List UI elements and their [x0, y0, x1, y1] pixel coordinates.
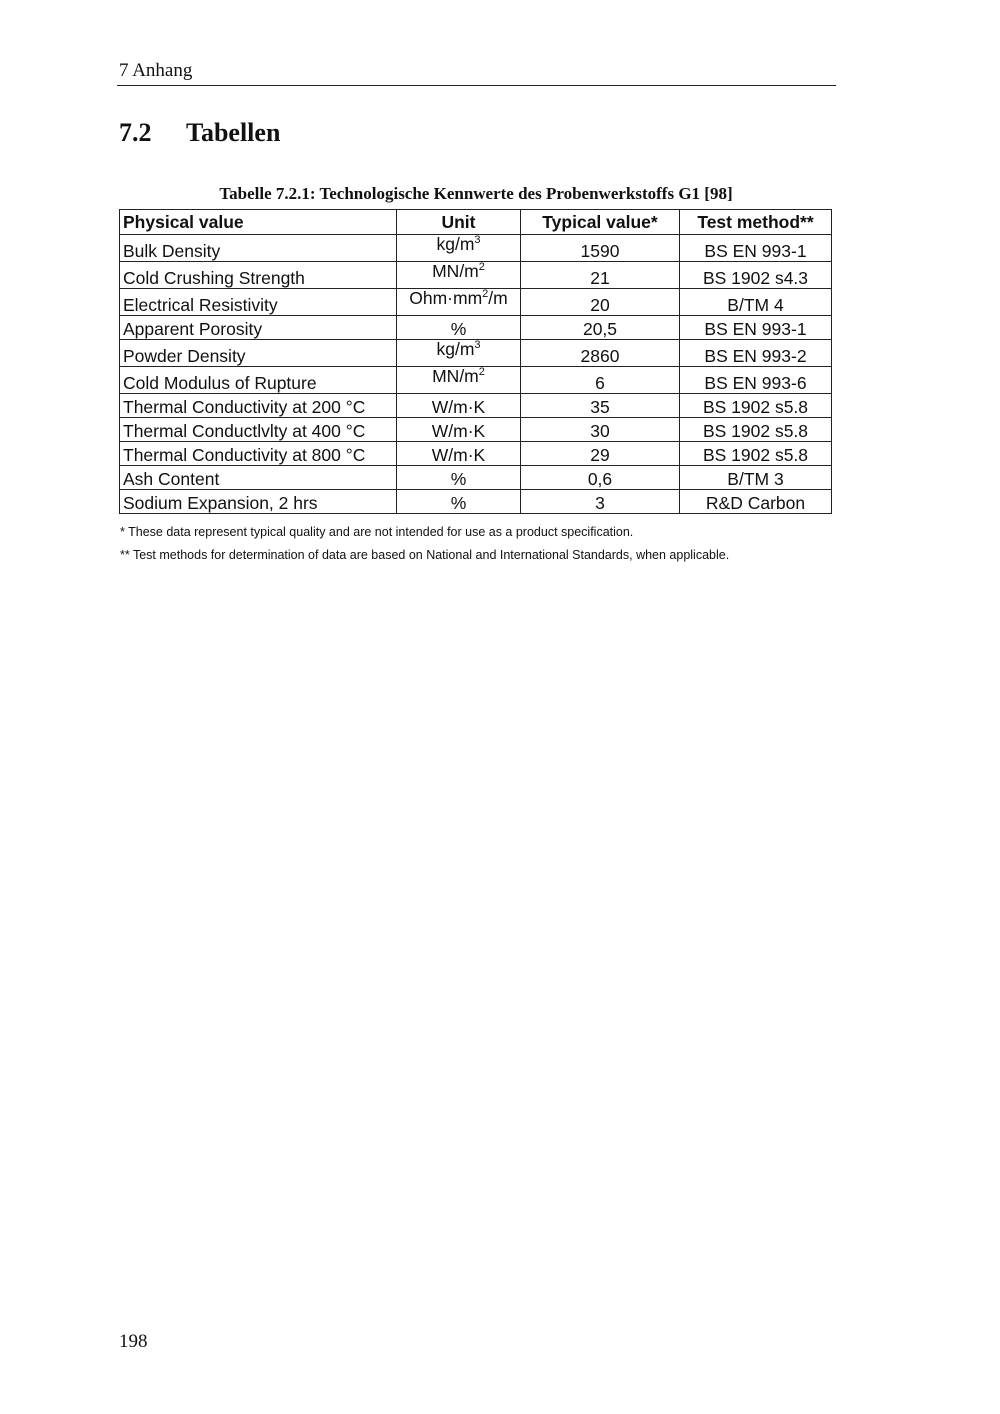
cell-typical-value: 21 [521, 262, 680, 289]
column-header-unit: Unit [397, 210, 521, 235]
footnote-test-method: ** Test methods for determination of data are based on National and International Standards, when applicable. [120, 548, 730, 562]
cell-test-method: BS 1902 s5.8 [680, 442, 832, 466]
table-row [120, 418, 832, 442]
table-header-row [120, 210, 832, 235]
table-row [120, 235, 832, 262]
table-row [120, 340, 832, 367]
cell-typical-value: 29 [521, 442, 680, 466]
cell-unit [397, 490, 521, 514]
cell-test-method: R&D Carbon [680, 490, 832, 514]
running-header: 7 Anhang [119, 60, 193, 81]
cell-physical-value: Thermal Conductivity at 800 °C [120, 442, 397, 466]
unit-base: % [450, 319, 467, 339]
unit-superscript: 2 [478, 366, 485, 378]
page-number: 198 [119, 1331, 148, 1352]
cell-physical-value: Thermal Conductivity at 200 °C [120, 394, 397, 418]
unit-base: MN/m [432, 366, 479, 386]
cell-unit [397, 340, 521, 367]
unit-base: kg/m [436, 339, 475, 359]
cell-unit [397, 316, 521, 340]
unit-base: W/m·K [431, 421, 486, 441]
cell-physical-value: Cold Crushing Strength [120, 262, 397, 289]
cell-test-method: BS 1902 s4.3 [680, 262, 832, 289]
unit-base: % [450, 469, 467, 489]
cell-typical-value: 20,5 [521, 316, 680, 340]
cell-typical-value: 6 [521, 367, 680, 394]
cell-typical-value: 20 [521, 289, 680, 316]
cell-test-method: B/TM 4 [680, 289, 832, 316]
cell-test-method: BS EN 993-2 [680, 340, 832, 367]
table-row [120, 262, 832, 289]
cell-test-method: BS EN 993-6 [680, 367, 832, 394]
cell-typical-value: 30 [521, 418, 680, 442]
unit-suffix: /m [488, 288, 508, 308]
unit-superscript: 3 [474, 339, 481, 351]
cell-unit [397, 367, 521, 394]
column-header-physical-value: Physical value [120, 210, 397, 235]
cell-physical-value: Apparent Porosity [120, 316, 397, 340]
cell-unit [397, 289, 521, 316]
section-number: 7.2 [119, 118, 152, 147]
cell-typical-value: 0,6 [521, 466, 680, 490]
cell-unit [397, 394, 521, 418]
cell-physical-value: Ash Content [120, 466, 397, 490]
unit-base: Ohm·mm [409, 288, 483, 308]
cell-test-method: BS EN 993-1 [680, 316, 832, 340]
cell-unit [397, 466, 521, 490]
cell-physical-value: Thermal Conductlvlty at 400 °C [120, 418, 397, 442]
cell-physical-value: Powder Density [120, 340, 397, 367]
cell-physical-value: Cold Modulus of Rupture [120, 367, 397, 394]
table-caption: Tabelle 7.2.1: Technologische Kennwerte des Probenwerkstoffs G1 [98] [219, 184, 733, 203]
cell-test-method: BS EN 993-1 [680, 235, 832, 262]
unit-base: W/m·K [431, 445, 486, 465]
table-row [120, 466, 832, 490]
cell-unit [397, 235, 521, 262]
cell-test-method: B/TM 3 [680, 466, 832, 490]
cell-unit [397, 262, 521, 289]
cell-physical-value: Electrical Resistivity [120, 289, 397, 316]
column-header-typical-value: Typical value* [521, 210, 680, 235]
section-heading [119, 118, 280, 148]
cell-unit [397, 442, 521, 466]
cell-physical-value: Sodium Expansion, 2 hrs [120, 490, 397, 514]
unit-superscript: 2 [478, 261, 485, 273]
table-row [120, 289, 832, 316]
cell-typical-value: 35 [521, 394, 680, 418]
table-row [120, 394, 832, 418]
cell-test-method: BS 1902 s5.8 [680, 418, 832, 442]
table-row [120, 367, 832, 394]
table-row [120, 442, 832, 466]
unit-base: kg/m [436, 234, 475, 254]
table-row [120, 316, 832, 340]
cell-typical-value: 2860 [521, 340, 680, 367]
section-title: Tabellen [186, 118, 281, 147]
unit-base: W/m·K [431, 397, 486, 417]
unit-base: MN/m [432, 261, 479, 281]
cell-physical-value: Bulk Density [120, 235, 397, 262]
footnote-typical-value: * These data represent typical quality and are not intended for use as a product specification. [120, 525, 634, 539]
unit-base: % [450, 493, 467, 513]
cell-test-method: BS 1902 s5.8 [680, 394, 832, 418]
header-rule [117, 85, 836, 86]
unit-superscript: 3 [474, 234, 481, 246]
cell-typical-value: 1590 [521, 235, 680, 262]
cell-unit [397, 418, 521, 442]
properties-table [119, 209, 832, 514]
column-header-test-method: Test method** [680, 210, 832, 235]
cell-typical-value: 3 [521, 490, 680, 514]
table-row [120, 490, 832, 514]
unit-superscript: 2 [482, 288, 489, 300]
